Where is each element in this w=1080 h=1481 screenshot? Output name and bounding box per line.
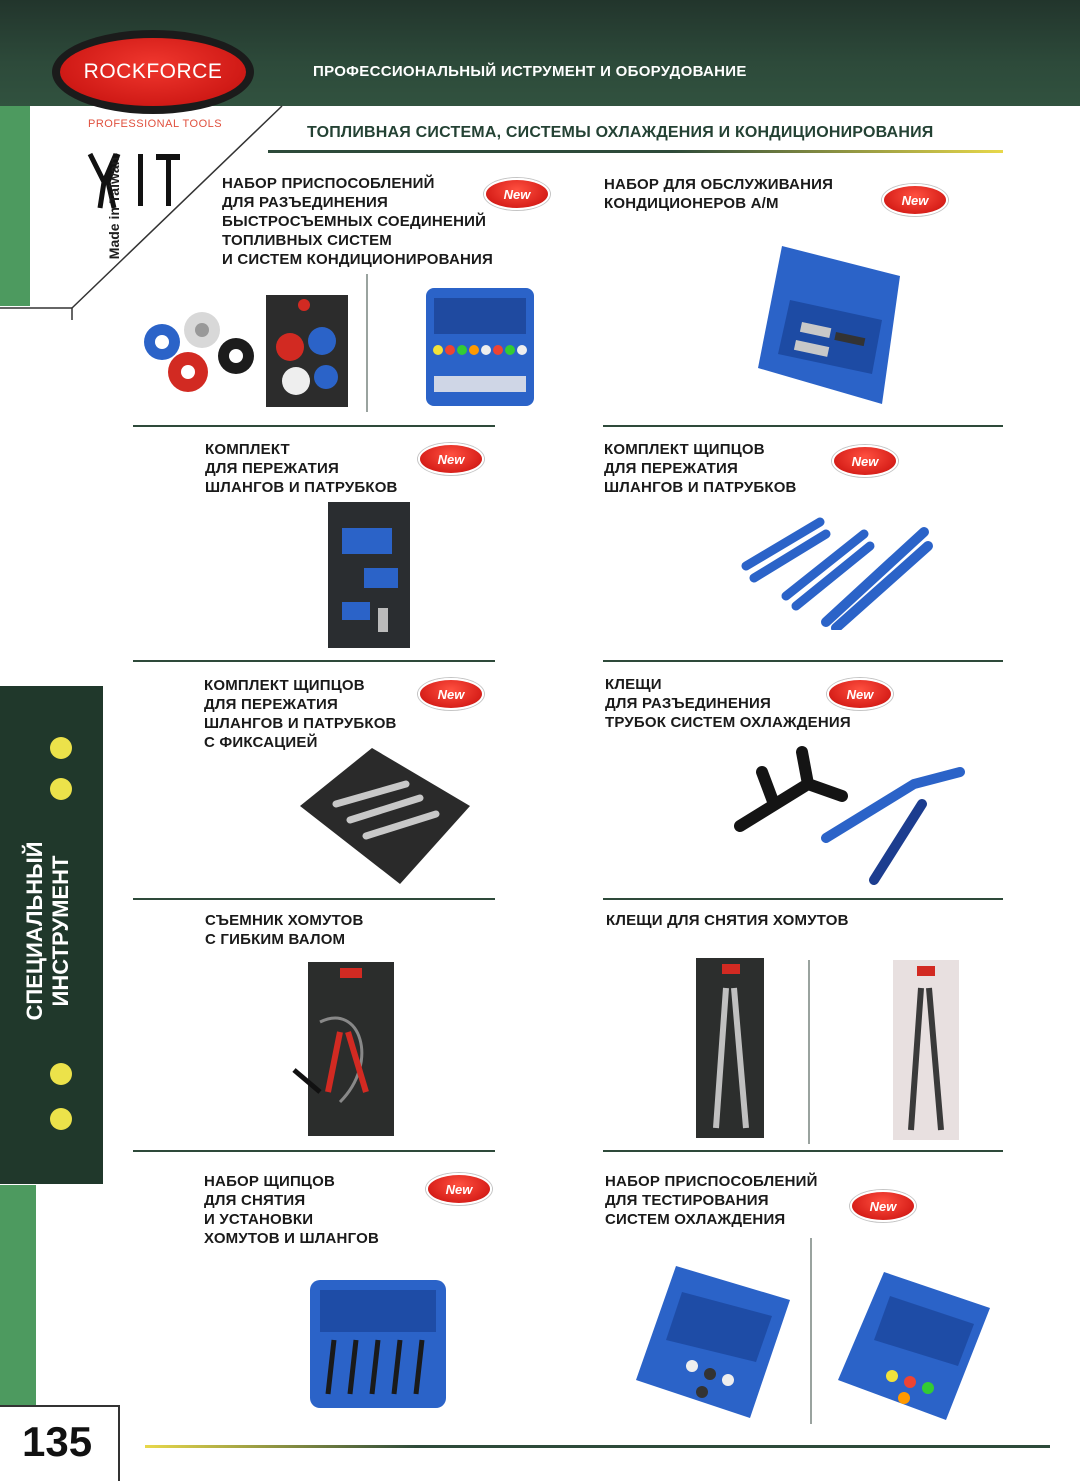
- new-badge: New: [850, 1190, 916, 1222]
- product-title: КЛЕЩИ ДЛЯ РАЗЪЕДИНЕНИЯ ТРУБОК СИСТЕМ ОХЛАЖДЕНИЯ: [605, 676, 851, 731]
- section-rule: [268, 150, 1003, 153]
- pliers-screwdriver-icon: [86, 148, 186, 212]
- clamp-pliers-set-case-photo: [304, 1274, 452, 1414]
- left-green-strip-bottom: [0, 1185, 36, 1405]
- product-title: КОМПЛЕКТ ЩИПЦОВ ДЛЯ ПЕРЕЖАТИЯ ШЛАНГОВ И ПАТРУБКОВ С ФИКСАЦИЕЙ: [204, 677, 397, 751]
- product-title: НАБОР ПРИСПОСОБЛЕНИЙ ДЛЯ РАЗЪЕДИНЕНИЯ БЫСТРОСЪЕМНЫХ СОЕДИНЕНИЙ ТОПЛИВНЫХ СИСТЕМ И СИСТЕМ КОНДИЦИОНИРОВАНИЯ: [222, 175, 493, 268]
- made-in-taiwan: Made in Taiwan: [106, 156, 122, 260]
- image-separator: [810, 1238, 812, 1424]
- hose-clamp-kit-blister-photo: [328, 502, 410, 648]
- yellow-dot: [50, 737, 72, 759]
- quick-connect-disconnect-tools-photo: [140, 300, 260, 400]
- section-title: ТОПЛИВНАЯ СИСТЕМА, СИСТЕМЫ ОХЛАЖДЕНИЯ И КОНДИЦИОНИРОВАНИЯ: [307, 124, 934, 141]
- footer-rule: [145, 1445, 1050, 1448]
- new-badge: New: [827, 678, 893, 710]
- row-divider: [133, 425, 495, 427]
- hose-pinch-pliers-photo: [740, 512, 936, 630]
- new-badge: New: [418, 443, 484, 475]
- cooling-line-disconnect-pliers-photo: [734, 742, 970, 888]
- row-divider: [603, 660, 1003, 662]
- category-label: СПЕЦИАЛЬНЫЙ ИНСТРУМЕНТ: [22, 841, 73, 1021]
- row-divider: [603, 425, 1003, 427]
- row-divider: [603, 1150, 1003, 1152]
- yellow-dot: [50, 1108, 72, 1130]
- new-badge: New: [426, 1173, 492, 1205]
- new-badge: New: [484, 178, 550, 210]
- flexible-shaft-clamp-tool-photo: [290, 962, 394, 1136]
- row-divider: [603, 898, 1003, 900]
- row-divider: [133, 1150, 495, 1152]
- cooling-system-tester-case-alt-photo: [834, 1268, 994, 1424]
- blister-pack-photo: [266, 295, 348, 407]
- yellow-dot: [50, 778, 72, 800]
- ac-service-kit-case-photo: [752, 236, 908, 408]
- header-title: ПРОФЕССИОНАЛЬНЫЙ ИСТРУМЕНТ И ОБОРУДОВАНИЕ: [313, 63, 747, 80]
- product-title: КОМПЛЕКТ ДЛЯ ПЕРЕЖАТИЯ ШЛАНГОВ И ПАТРУБКОВ: [205, 441, 398, 496]
- product-title: КОМПЛЕКТ ЩИПЦОВ ДЛЯ ПЕРЕЖАТИЯ ШЛАНГОВ И ПАТРУБКОВ: [604, 441, 797, 496]
- page-number: 135: [22, 1418, 93, 1465]
- blue-tool-case-photo: [424, 284, 536, 408]
- row-divider: [133, 660, 495, 662]
- row-divider: [133, 898, 495, 900]
- product-title: СЪЕМНИК ХОМУТОВ С ГИБКИМ ВАЛОМ: [205, 912, 364, 948]
- cooling-system-tester-case-photo: [632, 1262, 794, 1422]
- new-badge: New: [882, 184, 948, 216]
- product-title: НАБОР ПРИСПОСОБЛЕНИЙ ДЛЯ ТЕСТИРОВАНИЯ СИСТЕМ ОХЛАЖДЕНИЯ: [605, 1173, 818, 1228]
- clamp-pliers-blister-photo: [696, 958, 764, 1138]
- image-separator: [808, 960, 810, 1144]
- locking-pliers-tray-photo: [296, 744, 474, 890]
- brand-logo-text: ROCKFORCE: [60, 38, 246, 106]
- new-badge: New: [418, 678, 484, 710]
- new-badge: New: [832, 445, 898, 477]
- image-separator: [366, 274, 368, 412]
- product-title: КЛЕЩИ ДЛЯ СНЯТИЯ ХОМУТОВ: [606, 912, 849, 929]
- product-title: НАБОР ЩИПЦОВ ДЛЯ СНЯТИЯ И УСТАНОВКИ ХОМУТОВ И ШЛАНГОВ: [204, 1173, 379, 1247]
- product-title: НАБОР ДЛЯ ОБСЛУЖИВАНИЯ КОНДИЦИОНЕРОВ А/М: [604, 176, 834, 212]
- brand-tagline: PROFESSIONAL TOOLS: [88, 118, 223, 130]
- yellow-dot: [50, 1063, 72, 1085]
- clamp-pliers-checkered-blister-photo: [893, 960, 959, 1140]
